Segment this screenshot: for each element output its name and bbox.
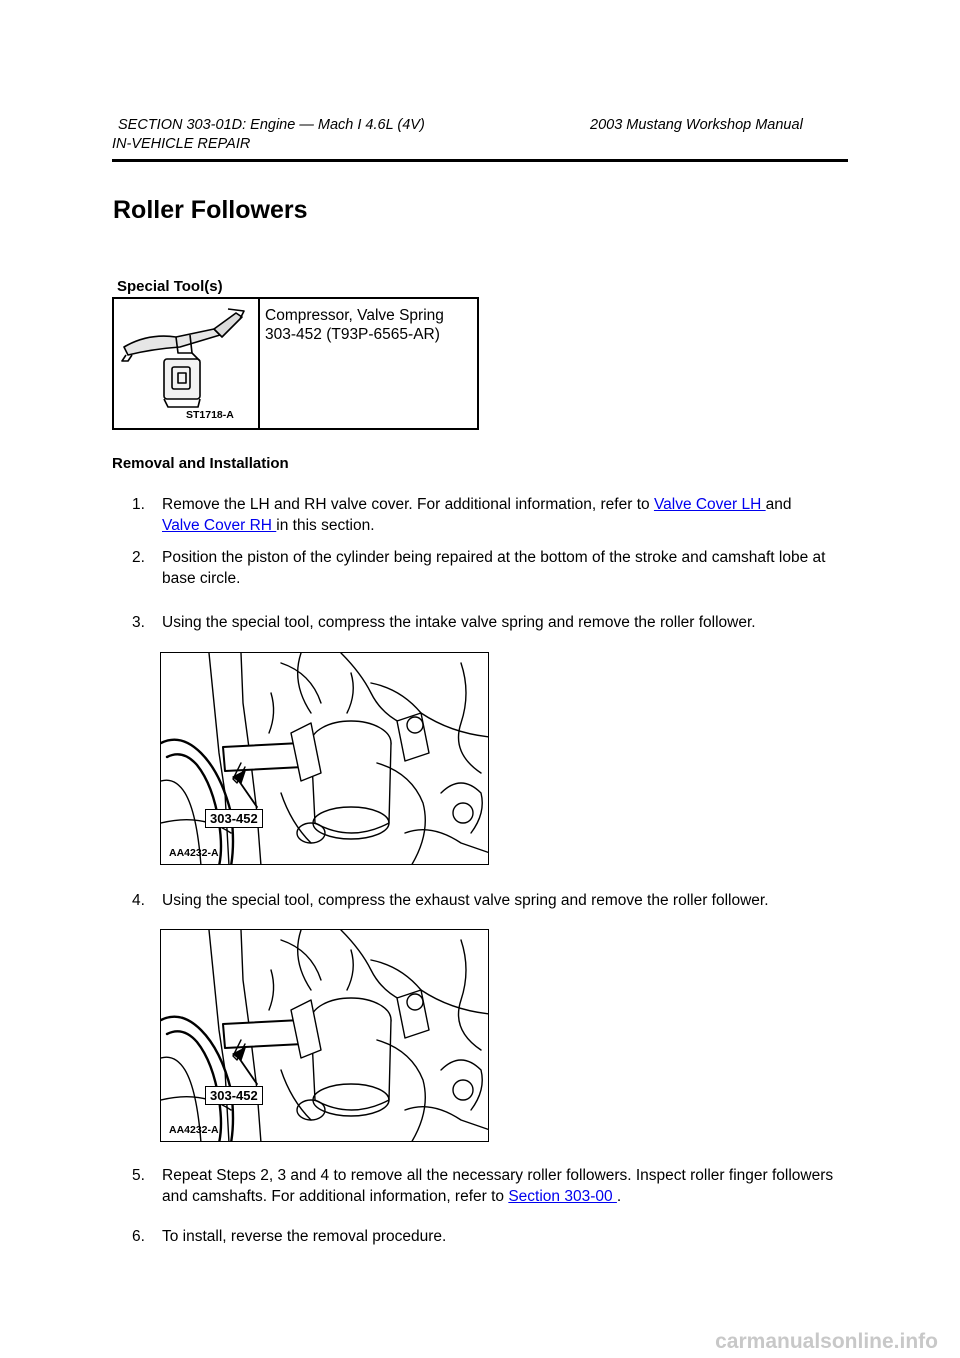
valve-cover-lh-link[interactable]: Valve Cover LH xyxy=(653,496,766,513)
step-number: 4. xyxy=(132,892,145,909)
tool-image-id: ST1718-A xyxy=(186,409,234,421)
tool-number: 303-452 (T93P-6565-AR) xyxy=(265,326,440,343)
valve-cover-rh-link[interactable]: Valve Cover RH xyxy=(162,517,277,534)
step-number: 5. xyxy=(132,1167,145,1184)
tool-illustration xyxy=(118,303,254,425)
subsection-header: IN-VEHICLE REPAIR xyxy=(112,136,251,152)
step-3 xyxy=(132,612,852,634)
special-tools-table xyxy=(112,297,479,430)
step-text-part: Remove the LH and RH valve cover. For additional information, refer to xyxy=(162,496,654,513)
exhaust-valve-illustration-icon xyxy=(161,930,489,1142)
step-number: 3. xyxy=(132,614,145,631)
section-303-00-link[interactable]: Section 303-00 xyxy=(508,1188,617,1205)
page-title: Roller Followers xyxy=(113,196,308,224)
step-text: Using the special tool, compress the intake valve spring and remove the roller follower. xyxy=(162,614,756,631)
step-1 xyxy=(132,494,852,538)
manual-title: 2003 Mustang Workshop Manual xyxy=(590,117,803,133)
step-2 xyxy=(132,547,852,591)
tool-name: Compressor, Valve Spring xyxy=(265,307,444,324)
step-4 xyxy=(132,890,852,912)
step-text: Using the special tool, compress the exhaust valve spring and remove the roller follower. xyxy=(162,892,769,909)
step-number: 1. xyxy=(132,496,145,513)
step-text-part: Repeat Steps 2, 3 and 4 to remove all the necessary roller followers. Inspect roller finger followers and camshafts. For additional information, refer to xyxy=(162,1167,834,1205)
step-5 xyxy=(132,1165,852,1209)
figure-id: AA4232-A xyxy=(169,1124,219,1136)
step-text-part: in this section. xyxy=(276,517,375,534)
intake-valve-illustration-icon xyxy=(161,653,489,865)
step-text-part: . xyxy=(616,1188,622,1205)
table-divider xyxy=(258,299,260,428)
section-header: SECTION 303-01D: Engine — Mach I 4.6L (4V) xyxy=(118,117,425,133)
watermark: carmanualsonline.info xyxy=(715,1330,938,1353)
step-number: 6. xyxy=(132,1228,145,1245)
step-text xyxy=(162,494,852,536)
step-text: To install, reverse the removal procedure. xyxy=(162,1228,447,1245)
step-text: Position the piston of the cylinder being repaired at the bottom of the stroke and camshaft lobe at base circle. xyxy=(162,549,826,587)
figure-id: AA4232-A xyxy=(169,847,219,859)
step-number: 2. xyxy=(132,549,145,566)
valve-spring-compressor-icon xyxy=(118,303,254,425)
step-6 xyxy=(132,1226,852,1248)
tool-description xyxy=(265,306,444,344)
special-tools-heading: Special Tool(s) xyxy=(117,278,223,295)
step-text xyxy=(162,1165,852,1207)
step-text-part: and xyxy=(765,496,792,513)
exhaust-valve-figure xyxy=(160,929,489,1142)
procedure-heading: Removal and Installation xyxy=(112,455,289,472)
header-rule xyxy=(112,159,848,162)
tool-callout: 303-452 xyxy=(205,1086,263,1105)
intake-valve-figure xyxy=(160,652,489,865)
tool-callout: 303-452 xyxy=(205,809,263,828)
